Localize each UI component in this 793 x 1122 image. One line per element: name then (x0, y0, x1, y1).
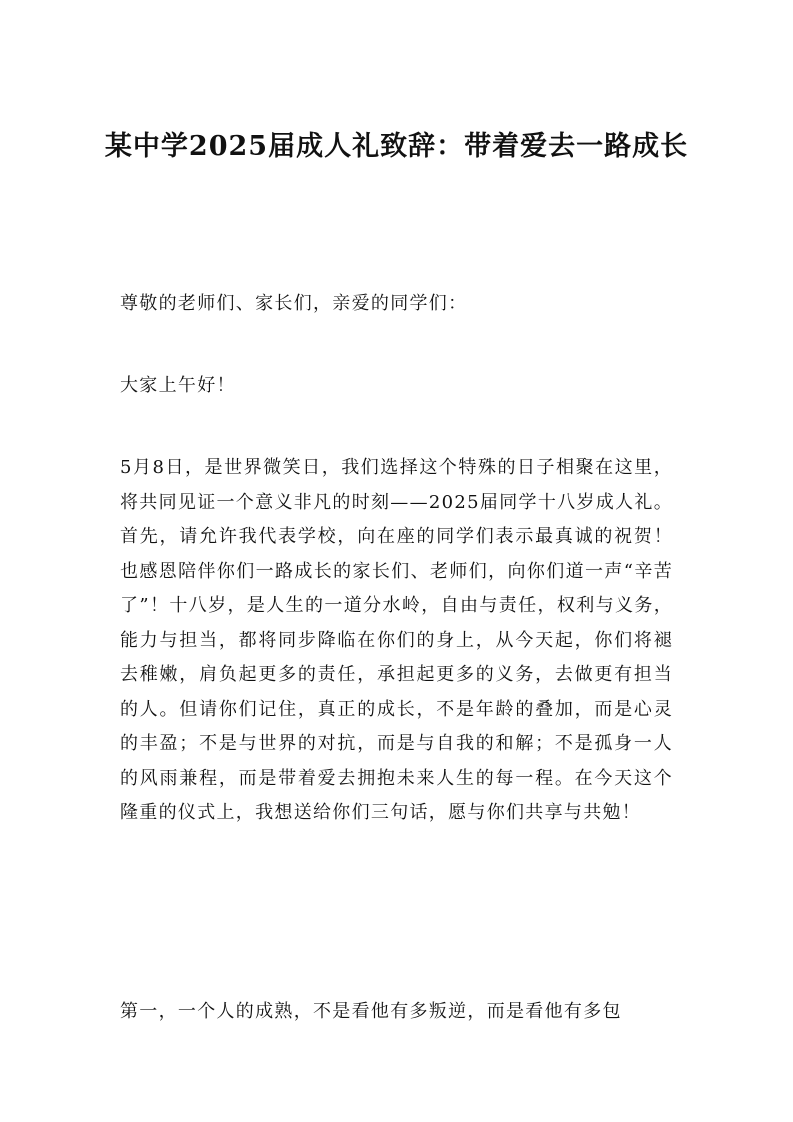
greeting-paragraph: 大家上午好！ (120, 375, 236, 396)
salutation-paragraph: 尊敬的老师们、家长们，亲爱的同学们： (120, 293, 468, 314)
first-point-paragraph: 第一，一个人的成熟，不是看他有多叛逆，而是看他有多包 (120, 1001, 622, 1022)
opening-paragraph: 5月8日，是世界微笑日，我们选择这个特殊的日子相聚在这里，将共同见证一个意义非凡的时刻——2025届同学十八岁成人礼。首先，请允许我代表学校，向在座的同学们表示最真诚的祝贺！也感恩陪伴你们一路成长的家长们、老师们，向你们道一声“辛苦了”！十八岁，是人生的一道分水岭，自由与责任，权利与义务，能力与担当，都将同步降临在你们的身上，从今天起，你们将褪去稚嫩，肩负起更多的责任，承担起更多的义务，去做更有担当的人。但请你们记住，真正的成长，不是年龄的叠加，而是心灵的丰盈；不是与世界的对抗，而是与自我的和解；不是孤身一人的风雨兼程，而是带着爱去拥抱未来人生的每一程。在今天这个隆重的仪式上，我想送给你们三句话，愿与你们共享与共勉！ (120, 457, 673, 823)
document-title: 某中学2025届成人礼致辞：带着爱去一路成长 (104, 131, 689, 162)
